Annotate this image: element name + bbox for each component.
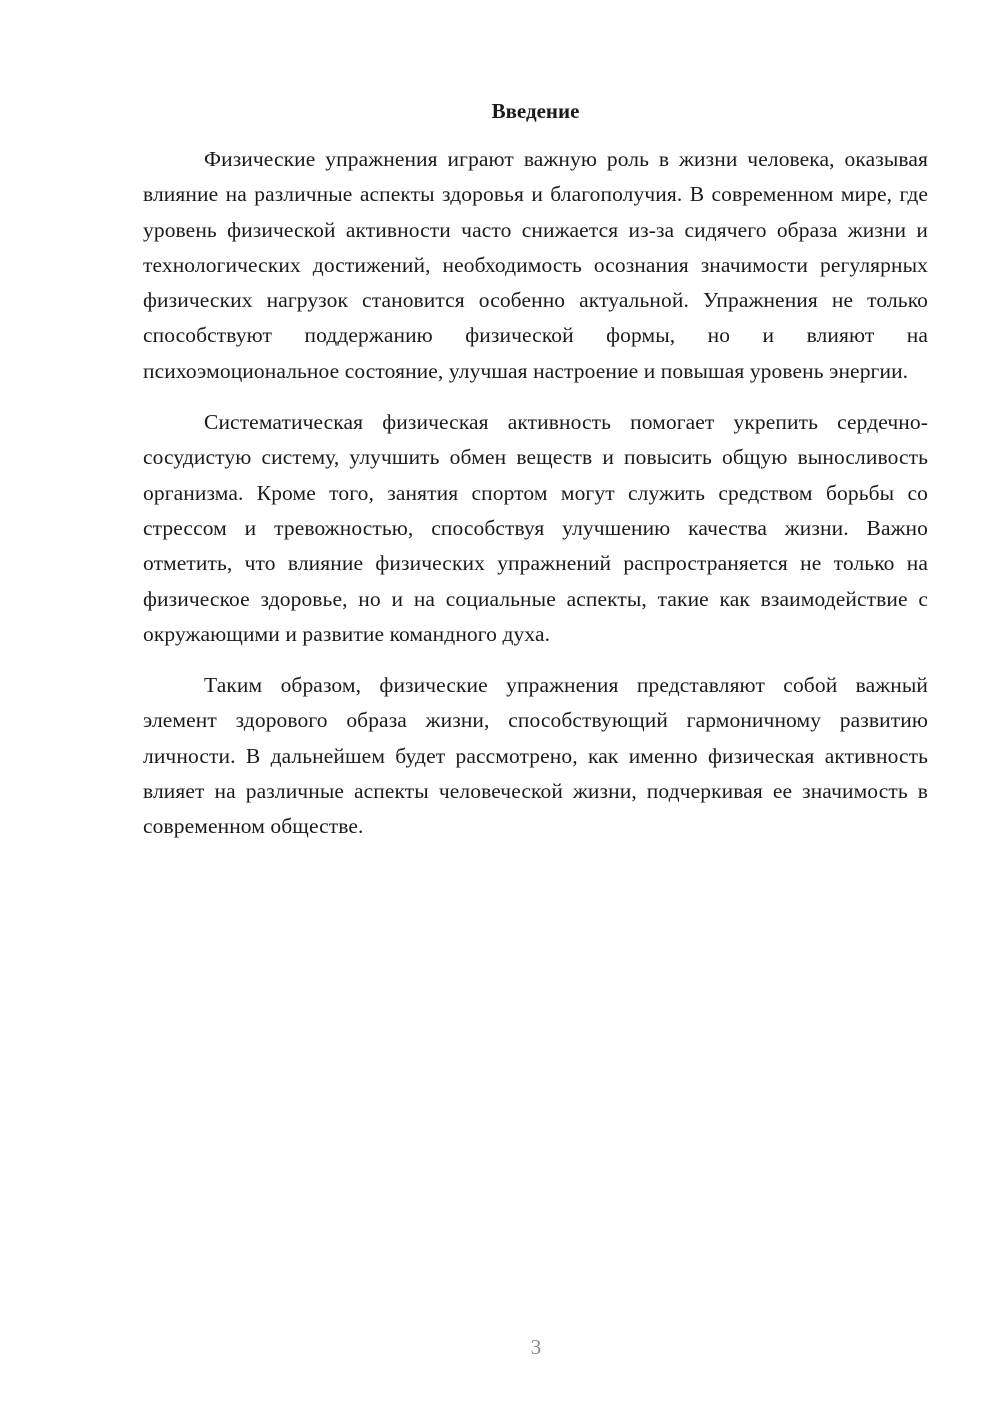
page-number: 3 [530, 1335, 542, 1359]
paragraph-2: Систематическая физическая активность помогает укрепить сердечно-сосудистую систему, улучшить обмен веществ и повысить общую выносливость организма. Кроме того, занятия спортом могут служить средством борьбы со стрессом и тревожностью, способствуя улучшению качества жизни. Важно отметить, что влияние физических упражнений распространяется не только на физическое здоровье, но и на социальные аспекты, такие как взаимодействие с окружающими и развитие командного духа. [143, 410, 928, 646]
paragraph-3: Таким образом, физические упражнения представляют собой важный элемент здорового образа жизни, способствующий гармоничному развитию личности. В дальнейшем будет рассмотрено, как именно физическая активность влияет на различные аспекты человеческой жизни, подчеркивая ее значимость в современном обществе. [143, 673, 928, 839]
paragraph-1: Физические упражнения играют важную роль в жизни человека, оказывая влияние на различные аспекты здоровья и благополучия. В современном мире, где уровень физической активности часто снижается из-за сидячего образа жизни и технологических достижений, необходимость осознания значимости регулярных физических нагрузок становится особенно актуальной. Упражнения не только способствуют поддержанию физической формы, но и влияют на психоэмоциональное состояние, улучшая настроение и повышая уровень энергии. [143, 147, 928, 383]
body-text [143, 142, 928, 845]
page-title: Введение [491, 99, 580, 123]
